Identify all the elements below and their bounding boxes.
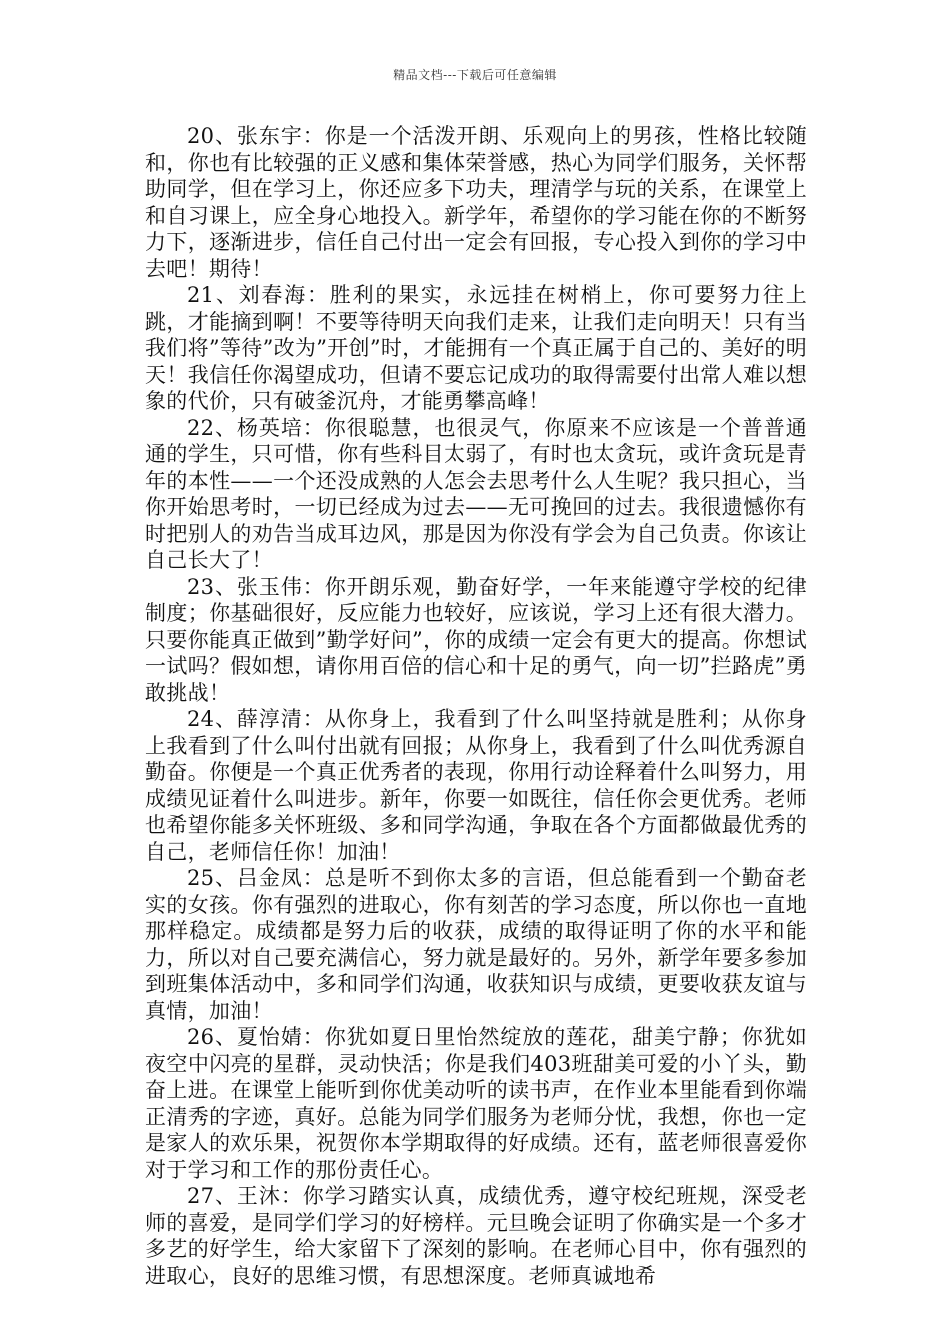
comment-paragraph-20: 20、张东宇：你是一个活泼开朗、乐观向上的男孩，性格比较随和，你也有比较强的正义感和集体荣誉感，热心为同学们服务，关怀帮助同学，但在学习上，你还应多下功夫，理清学与玩的关系，在课堂上和自习课上，应全身心地投入。新学年，希望你的学习能在你的不断努力下，逐渐进步，信任自己付出一定会有回报，专心投入到你的学习中去吧！期待！ — [145, 124, 807, 281]
comment-paragraph-23: 23、张玉伟：你开朗乐观，勤奋好学，一年来能遵守学校的纪律制度；你基础很好，反应能力也较好，应该说，学习上还有很大潜力。只要你能真正做到”勤学好问”，你的成绩一定会有更大的提高。你想试一试吗？假如想，请你用百倍的信心和十足的勇气，向一切”拦路虎”勇敢挑战！ — [145, 574, 807, 705]
page-header: 精品文档---下载后可任意编辑 — [393, 68, 557, 82]
document-body — [145, 123, 807, 1289]
comment-paragraph-27: 27、王沐：你学习踏实认真，成绩优秀，遵守校纪班规，深受老师的喜爱，是同学们学习的好榜样。元旦晚会证明了你确实是一个多才多艺的好学生，给大家留下了深刻的影响。在老师心目中，你有强烈的进取心，良好的思维习惯，有思想深度。老师真诚地希 — [145, 1184, 807, 1288]
comment-paragraph-24: 24、薛淳清：从你身上，我看到了什么叫坚持就是胜利；从你身上我看到了什么叫付出就有回报；从你身上，我看到了什么叫优秀源自勤奋。你便是一个真正优秀者的表现，你用行动诠释着什么叫努力，用成绩见证着什么叫进步。新年，你要一如既往，信任你会更优秀。老师也希望你能多关怀班级、多和同学沟通，争取在各个方面都做最优秀的自己，老师信任你！加油！ — [145, 707, 807, 864]
comment-paragraph-21: 21、刘春海：胜利的果实，永远挂在树梢上，你可要努力往上跳，才能摘到啊！不要等待明天向我们走来，让我们走向明天！只有当我们将”等待”改为”开创”时，才能拥有一个真正属于自己的、美好的明天！我信任你渴望成功，但请不要忘记成功的取得需要付出常人难以想象的代价，只有破釜沉舟，才能勇攀高峰！ — [145, 283, 807, 413]
comment-paragraph-26: 26、夏怡婧：你犹如夏日里怡然绽放的莲花，甜美宁静；你犹如夜空中闪亮的星群，灵动快活；你是我们403班甜美可爱的小丫头，勤奋上进。在课堂上能听到你优美动听的读书声，在作业本里能看到你端正清秀的字迹，真好。总能为同学们服务为老师分忧，我想，你也一定是家人的欢乐果，祝贺你本学期取得的好成绩。还有，蓝老师很喜爱你对于学习和工作的那份责任心。 — [145, 1025, 807, 1182]
comment-paragraph-22: 22、杨英培：你很聪慧，也很灵气，你原来不应该是一个普普通通的学生，只可惜，你有些科目太弱了，有时也太贪玩，或许贪玩是青年的本性——一个还没成熟的人怎会去思考什么人生呢？我只担心，当你开始思考时，一切已经成为过去——无可挽回的过去。我很遗憾你有时把别人的劝告当成耳边风，那是因为你没有学会为自己负责。你该让自己长大了！ — [145, 415, 807, 572]
comment-paragraph-25: 25、吕金凤：总是听不到你太多的言语，但总能看到一个勤奋老实的女孩。你有强烈的进取心，你有刻苦的学习态度，所以你也一直地那样稳定。成绩都是努力后的收获，成绩的取得证明了你的水平和能力，所以对自己要充满信心，努力就是最好的。另外，新学年要多参加到班集体活动中，多和同学们沟通，收获知识与成绩，更要收获友谊与真情，加油！ — [145, 866, 807, 1023]
